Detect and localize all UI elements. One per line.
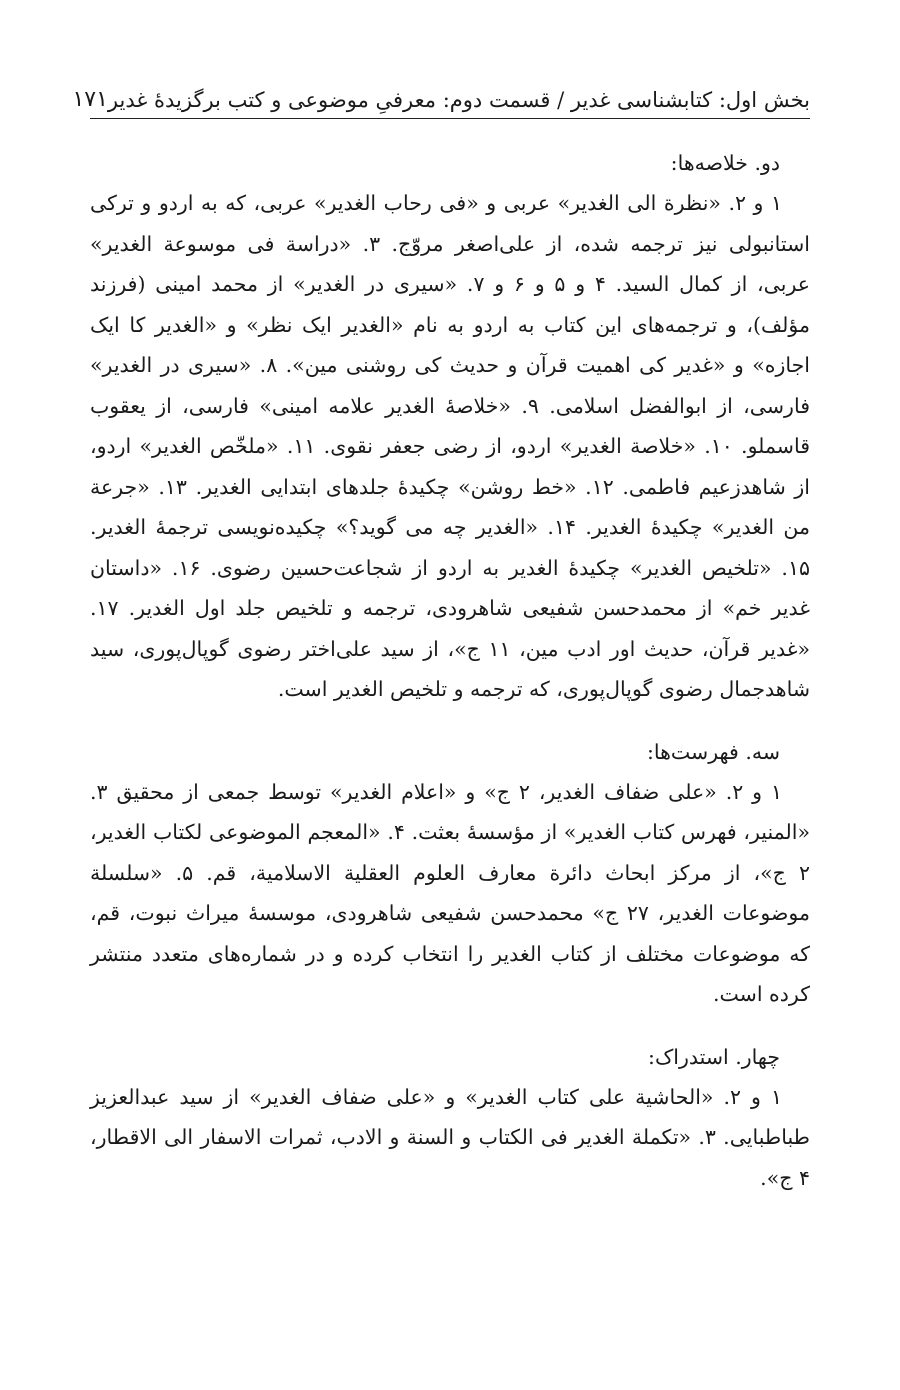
section-paragraph: ۱ و ۲. «الحاشیة علی کتاب الغدیر» و «علی ضفاف الغدیر» از سید عبدالعزیز طباطبایی. ۳. «تکملة الغدیر فی الکتاب و السنة و الادب، ثمرات الاسفار الی الاقطار، ۴ ج».: [90, 1084, 810, 1190]
section-addendum: [90, 1037, 810, 1199]
section-summaries: [90, 143, 810, 710]
section-indexes: [90, 732, 810, 1015]
section-heading: چهار. استدراک:: [648, 1044, 780, 1069]
running-header-title: بخش اول: کتابشناسی غدیر / قسمت دوم: معرفیِ موضوعی و کتب برگزیدهٔ غدیر: [107, 88, 810, 112]
section-paragraph: ۱ و ۲. «علی ضفاف الغدیر، ۲ ج» و «اعلام الغدیر» توسط جمعی از محقیق ۳. «المنیر، فهرس کتاب الغدیر» از مؤسسهٔ بعثت. ۴. «المعجم الموضوعی لکتاب الغدیر، ۲ ج»، از مرکز ابحاث دائرة معارف العلوم العقلیة الاسلامیة، قم. ۵. «سلسلة موضوعات الغدیر، ۲۷ ج» محمدحسن شفیعی شاهرودی، موسسهٔ میراث نبوت، قم، که موضوعات مختلف از کتاب الغدیر را انتخاب کرده و در شماره‌های متعدد منتشر کرده است.: [90, 779, 811, 1006]
page-body: [90, 143, 810, 1198]
section-heading: دو. خلاصه‌ها:: [670, 151, 780, 175]
page-number: ۱۷۱: [72, 87, 108, 112]
running-header: [72, 70, 810, 119]
section-paragraph: ۱ و ۲. «نظرة الی الغدیر» عربی و «فی رحاب الغدیر» عربی، که به اردو و ترکی استانبولی نیز ترجمه شده، از علی‌اصغر مروّج. ۳. «دراسة فی موسوعة الغدیر» عربی، از کمال السید. ۴ و ۵ و ۶ و ۷. «سیری در الغدیر» از محمد امینی (فرزند مؤلف)، و ترجمه‌های این کتاب به اردو به نام «الغدیر ایک نظر» و «الغدیر کا ایک اجازه» و «غدیر کی اهمیت قرآن و حدیث کی روشنی مین». ۸. «سیری در الغدیر» فارسی، از ابوالفضل اسلامی. ۹. «خلاصهٔ الغدیر علامه امینی» فارسی، از یعقوب قاسملو. ۱۰. «خلاصة الغدیر» اردو، از رضی جعفر نقوی. ۱۱. «ملخّص الغدیر» اردو، از شاهدزعیم فاطمی. ۱۲. «خط روشن» چکیدهٔ جلدهای ابتدایی الغدیر. ۱۳. «جرعة من الغدیر» چکیدهٔ الغدیر. ۱۴. «الغدیر چه می گوید؟» چکیده‌نویسی ترجمهٔ الغدیر. ۱۵. «تلخیص الغدیر» چکیدهٔ الغدیر به اردو از شجاعت‌حسین رضوی. ۱۶. «داستان غدیر خم» از محمدحسن شفیعی شاهرودی، ترجمه و تلخیص جلد اول الغدیر. ۱۷. «غدیر قرآن، حدیث اور ادب مین، ۱۱ ج»، از سید علی‌اختر رضوی گوپال‌پوری، سید شاهدجمال رضوی گوپال‌پوری، که ترجمه و تلخیص الغدیر است.: [90, 191, 811, 701]
book-page: [72, 70, 811, 1220]
section-heading: سه. فهرست‌ها:: [646, 739, 780, 764]
